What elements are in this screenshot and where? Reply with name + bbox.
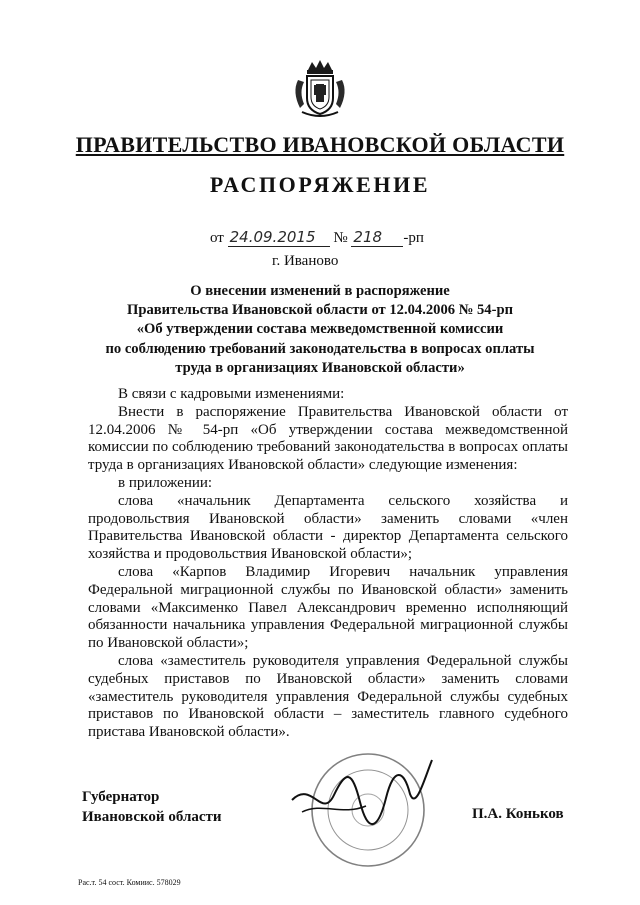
date-number-line	[210, 228, 424, 247]
subject-line: по соблюдению требований законодательства в вопросах оплаты	[105, 340, 535, 357]
subject-line: О внесении изменений в распоряжение	[190, 283, 450, 299]
date-prefix: от	[210, 230, 224, 246]
signer-title-line: Губернатор	[82, 789, 160, 805]
subject-line: труда в организациях Ивановской области»	[175, 359, 465, 376]
official-seal-icon	[282, 740, 442, 870]
document-type: РАСПОРЯЖЕНИЕ	[209, 172, 431, 197]
document-body	[88, 386, 568, 742]
signer-title-line: Ивановской области	[82, 809, 222, 825]
government-title: ПРАВИТЕЛЬСТВО ИВАНОВСКОЙ ОБЛАСТИ	[75, 132, 565, 157]
number-prefix: №	[333, 230, 348, 246]
number-value: 218	[351, 228, 403, 247]
city: г. Иваново	[272, 253, 339, 269]
signer-name: П.А. Коньков	[472, 806, 564, 822]
body-paragraph: В связи с кадровыми изменениями:	[118, 386, 345, 402]
coat-of-arms-icon	[290, 58, 350, 120]
body-paragraph: слова «Карпов Владимир Игоревич начальник управления Федеральной миграционной службы по Ивановской области» заменить словами «Максименко Павел Александрович временно исполняющий обязанности начальника управления Федеральной миграционной службы по Ивановской области»;	[88, 563, 568, 652]
body-paragraph: слова «заместитель руководителя управления Федеральной службы судебных приставов по Ивановской области» заменить словами «заместитель руководителя управления Федеральной службы судебных приставов по Ивановской области – заместитель главного судебного пристава Ивановской области».	[88, 652, 568, 741]
number-suffix: -рп	[403, 230, 424, 246]
document-subject	[70, 282, 570, 378]
subject-line: «Об утверждении состава межведомственной комиссии	[136, 321, 504, 338]
footer-note: Рас.т. 54 сост. Комиис. 578029	[78, 878, 181, 887]
signer-title	[82, 787, 222, 827]
body-paragraph: в приложении:	[118, 474, 213, 491]
body-paragraph: Внести в распоряжение Правительства Ивановской области от 12.04.2006 № 54-рп «Об утверждении состава межведомственной комиссии по соблюдению требований законодательства в вопросах оплаты труда в организациях Ивановской области» следующие изменения:	[88, 403, 568, 474]
body-paragraph: слова «начальник Департамента сельского хозяйства и продовольствия Ивановской области» заменить словами «член Правительства Ивановской области - директор Департамента сельского хозяйства и продовольствия Ивановской области»;	[88, 492, 568, 563]
subject-line: Правительства Ивановской области от 12.04.2006 № 54-рп	[126, 302, 513, 319]
date-value: 24.09.2015	[228, 228, 330, 247]
